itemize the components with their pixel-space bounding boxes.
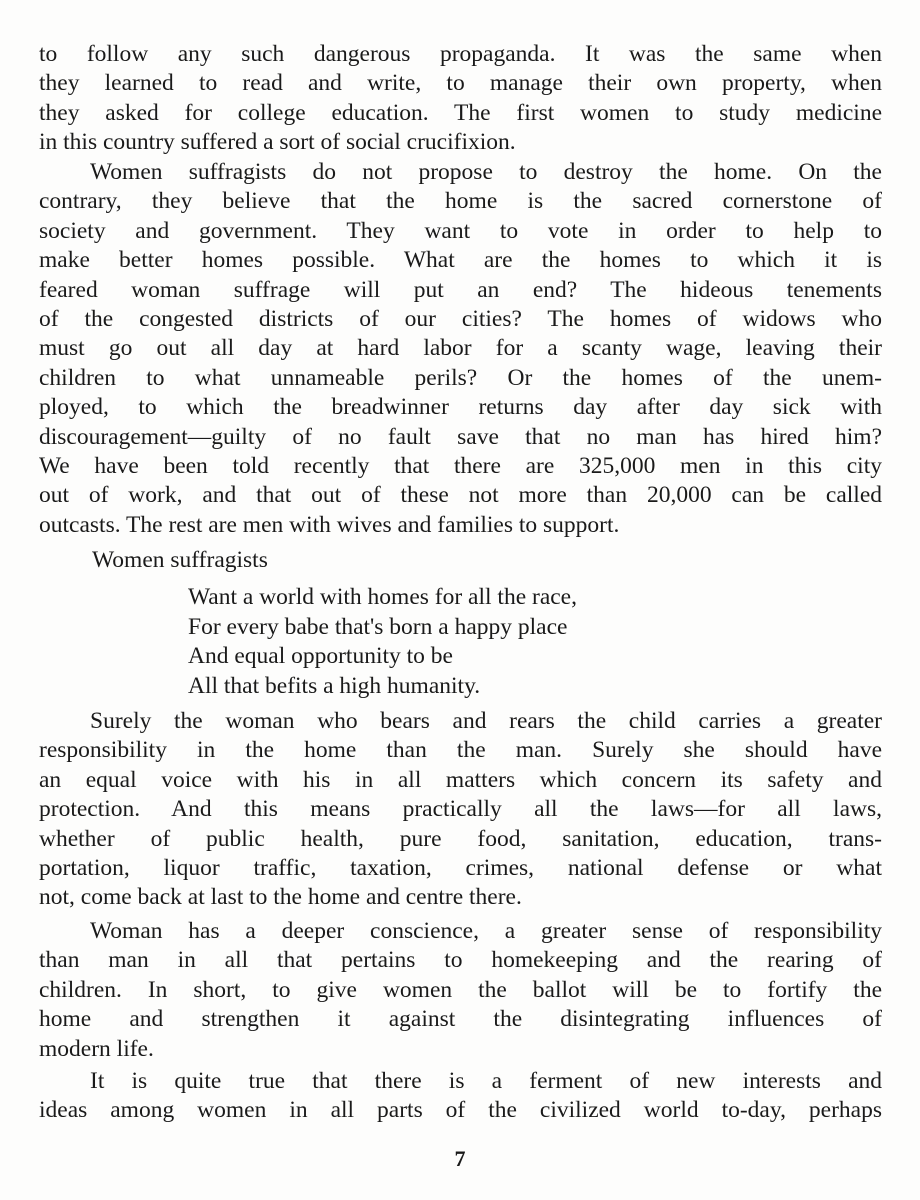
text-line: must go out all day at hard labor for a scanty wage, leaving their	[39, 335, 882, 362]
text-line: We have been told recently that there are 325,000 men in this city	[39, 453, 882, 480]
poem-line: All that befits a high humanity.	[188, 672, 481, 699]
text-line: they learned to read and write, to manage their own property, when	[39, 70, 882, 97]
paragraph-2	[39, 158, 882, 540]
text-line: they asked for college education. The first women to study medicine	[39, 99, 882, 126]
text-line: to follow any such dangerous propaganda. It was the same when	[39, 41, 882, 67]
text-line: protection. And this means practically all the laws—for all laws,	[39, 796, 882, 823]
text-line: in this country suffered a sort of social crucifixion.	[39, 129, 516, 156]
poem	[188, 583, 577, 701]
text-line: home and strengthen it against the disintegrating influences of	[39, 1006, 882, 1033]
text-line: children to what unnameable perils? Or the homes of the unem-	[39, 364, 882, 391]
paragraph-4	[39, 917, 882, 1064]
text-line: It is quite true that there is a ferment of new interests and	[90, 1068, 882, 1094]
poem-intro: Women suffragists	[92, 547, 268, 573]
text-line: ployed, to which the breadwinner returns day after day sick with	[39, 394, 882, 421]
text-line: discouragement—guilty of no fault save that no man has hired him?	[39, 423, 882, 450]
text-line: Women suffragists do not propose to destroy the home. On the	[90, 159, 882, 185]
paragraph-3	[39, 707, 882, 913]
page-number: 7	[454, 1146, 466, 1171]
text-line: out of work, and that out of these not more than 20,000 can be called	[39, 482, 882, 509]
text-line: modern life.	[39, 1035, 154, 1062]
text-line: an equal voice with his in all matters which concern its safety and	[39, 766, 882, 793]
text-line: Woman has a deeper conscience, a greater sense of responsibility	[90, 918, 882, 944]
text-line: ideas among women in all parts of the civilized world to-day, perhaps	[39, 1097, 882, 1124]
text-line: feared woman suffrage will put an end? The hideous tenements	[39, 276, 882, 303]
text-line: society and government. They want to vote in order to help to	[39, 217, 882, 244]
text-line: Surely the woman who bears and rears the child carries a greater	[90, 708, 882, 734]
poem-line: And equal opportunity to be	[188, 643, 453, 670]
text-line: outcasts. The rest are men with wives and families to support.	[39, 511, 620, 538]
text-line: responsibility in the home than the man. Surely she should have	[39, 737, 882, 764]
text-line: whether of public health, pure food, sanitation, education, trans-	[39, 825, 882, 852]
text-line: not, come back at last to the home and centre there.	[39, 884, 522, 911]
text-line: make better homes possible. What are the homes to which it is	[39, 247, 882, 274]
text-line: children. In short, to give women the ballot will be to fortify the	[39, 976, 882, 1003]
text-line: of the congested districts of our cities? The homes of widows who	[39, 306, 882, 333]
text-line: contrary, they believe that the home is the sacred cornerstone of	[39, 188, 882, 215]
poem-line: Want a world with homes for all the race,	[188, 584, 577, 610]
poem-line: For every babe that's born a happy place	[188, 613, 568, 640]
text-line: portation, liquor traffic, taxation, crimes, national defense or what	[39, 855, 882, 882]
paragraph-1	[39, 40, 882, 158]
text-line: than man in all that pertains to homekeeping and the rearing of	[39, 947, 882, 974]
paragraph-5	[39, 1067, 882, 1126]
